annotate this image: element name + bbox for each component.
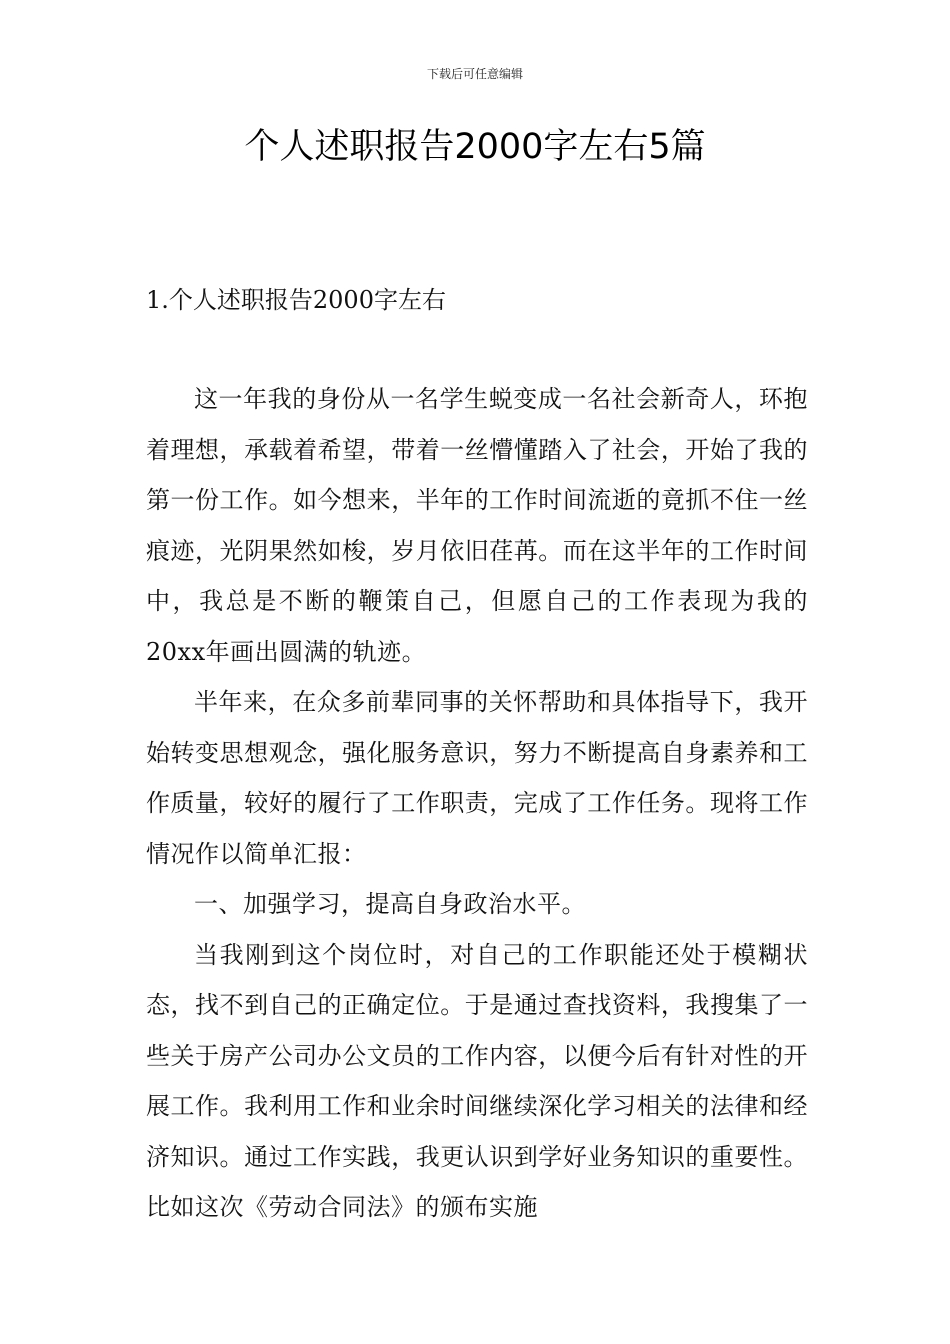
section-heading: 1.个人述职报告2000字左右 (146, 286, 446, 314)
paragraph-2: 半年来，在众多前辈同事的关怀帮助和具体指导下，我开始转变思想观念，强化服务意识，努力不断提高自身素养和工作质量，较好的履行了工作职责，完成了工作任务。现将工作情况作以简单汇报： (146, 688, 808, 868)
paragraph-1: 这一年我的身份从一名学生蜕变成一名社会新奇人，环抱着理想，承载着希望，带着一丝懵懂踏入了社会，开始了我的第一份工作。如今想来，半年的工作时间流逝的竟抓不住一丝痕迹，光阴果然如梭，岁月依旧荏苒。而在这半年的工作时间中，我总是不断的鞭策自己，但愿自己的工作表现为我的20xx年画出圆满的轨迹。 (146, 385, 808, 666)
header-note: 下载后可任意编辑 (426, 67, 523, 81)
document-body (146, 374, 808, 1233)
document-title: 个人述职报告2000字左右5篇 (244, 127, 706, 167)
paragraph-4: 当我刚到这个岗位时，对自己的工作职能还处于模糊状态，找不到自己的正确定位。于是通过查找资料，我搜集了一些关于房产公司办公文员的工作内容，以便今后有针对性的开展工作。我利用工作和业余时间继续深化学习相关的法律和经济知识。通过工作实践，我更认识到学好业务知识的重要性。比如这次《劳动合同法》的颁布实施 (146, 940, 808, 1221)
paragraph-3-subheading: 一、加强学习，提高自身政治水平。 (194, 890, 586, 918)
